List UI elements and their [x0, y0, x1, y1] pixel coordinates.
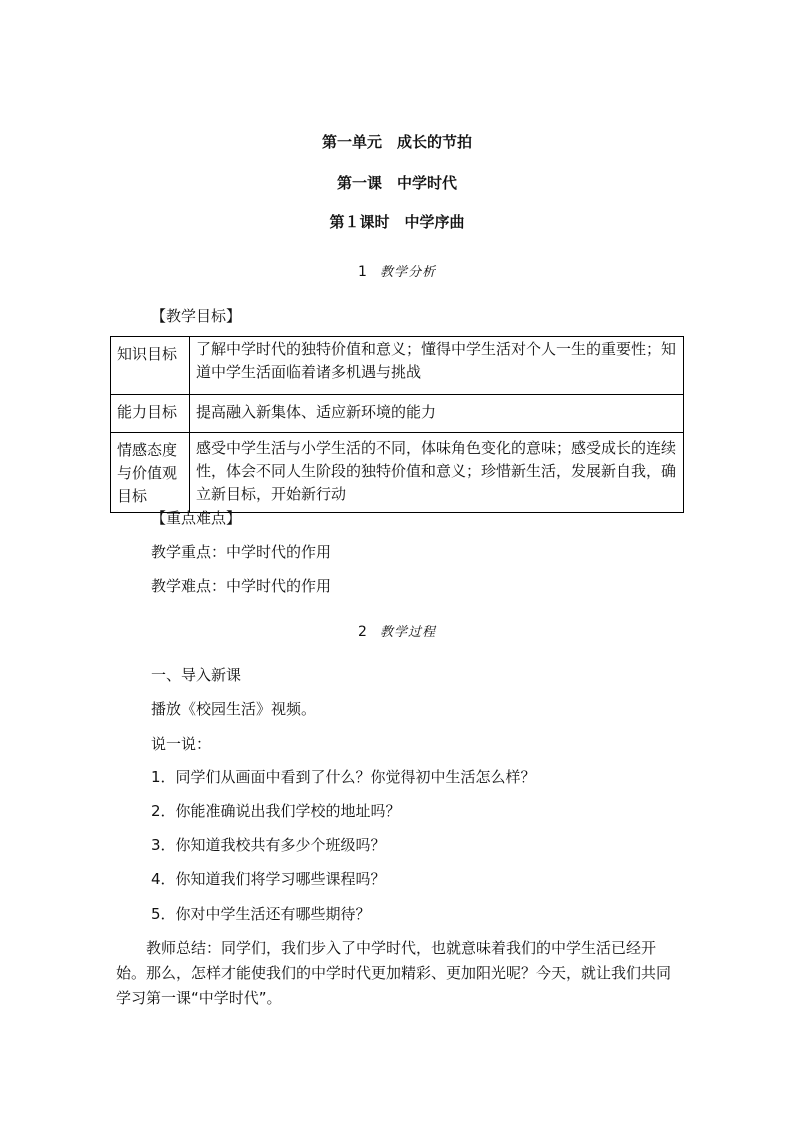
table-row: [111, 433, 684, 513]
teaching-goals-table: [110, 336, 684, 513]
difficult-point: 教学难点：中学时代的作用: [151, 577, 332, 595]
section-number: 2: [358, 624, 368, 640]
section-heading-process: [0, 621, 794, 640]
key-point: 教学重点：中学时代的作用: [151, 543, 332, 561]
list-item: 2．你能准确说出我们学校的地址吗？: [151, 802, 401, 820]
table-cell-content: 感受中学生活与小学生活的不同，体味角色变化的意味；感受成长的连续性，体会不同人生阶段的独特价值和意义；珍惜新生活，发展新自我，确立新目标，开始新行动: [190, 433, 684, 513]
list-item: 5．你对中学生活还有哪些期待？: [151, 905, 371, 923]
list-item: 4．你知道我们将学习哪些课程吗？: [151, 870, 386, 888]
table-cell-label: 情感态度与价值观目标: [111, 433, 190, 513]
key-heading: 【重点难点】: [151, 509, 242, 527]
section-title: 教学过程: [379, 625, 436, 640]
table-cell-label: 知识目标: [111, 337, 190, 395]
table-cell-content: 提高融入新集体、适应新环境的能力: [190, 395, 684, 433]
part-heading: 一、导入新课: [151, 666, 242, 684]
teacher-summary: 教师总结：同学们，我们步入了中学时代，也就意味着我们的中学生活已经开始。那么，怎样才能使我们的中学时代更加精彩、更加阳光呢？今天，就让我们共同学习第一课“中学时代”。: [116, 939, 672, 1007]
say-label: 说一说：: [151, 735, 212, 753]
period-title: 第１课时 中学序曲: [329, 213, 465, 231]
goals-heading: 【教学目标】: [151, 307, 242, 325]
play-instruction: 播放《校园生活》视频。: [151, 700, 317, 718]
table-cell-content: 了解中学时代的独特价值和意义；懂得中学生活对个人一生的重要性；知道中学生活面临着诸多机遇与挑战: [190, 337, 684, 395]
table-cell-label: 能力目标: [111, 395, 190, 433]
section-title: 教学分析: [379, 265, 436, 280]
section-heading-analysis: [0, 261, 794, 280]
list-item: 3．你知道我校共有多少个班级吗？: [151, 836, 386, 854]
table-row: [111, 337, 684, 395]
section-number: 1: [358, 264, 368, 280]
unit-title: 第一单元 成长的节拍: [321, 133, 472, 151]
list-item: 1．同学们从画面中看到了什么？你觉得初中生活怎么样？: [151, 768, 536, 786]
table-row: [111, 395, 684, 433]
lesson-title: 第一课 中学时代: [336, 174, 457, 192]
